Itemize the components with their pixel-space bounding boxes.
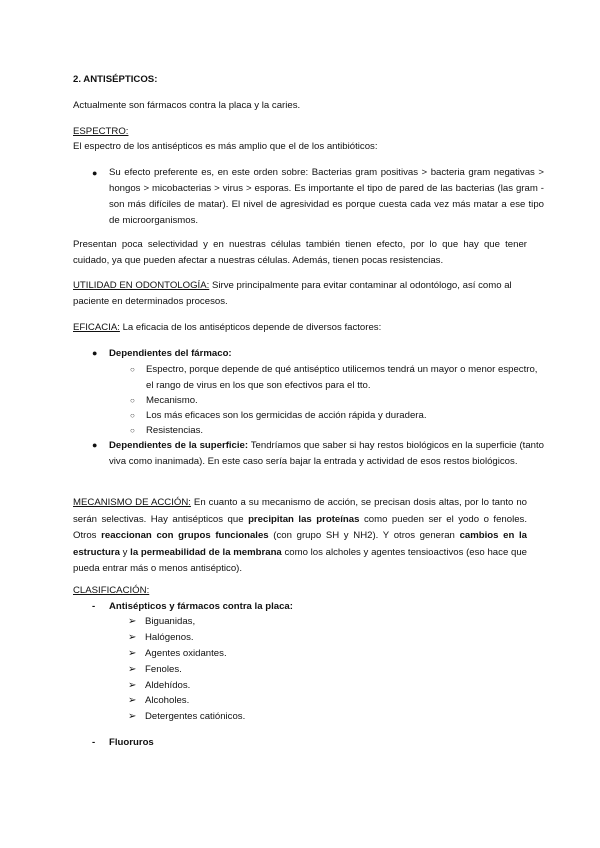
arrow-marker: ➢ [128,648,137,659]
arrow-marker: ➢ [128,616,137,627]
list-item [128,630,445,646]
mechanism-label: MECANISMO DE ACCIÓN: [73,497,191,508]
utility-text: Sirve principalmente para evitar contaminar al odontólogo, así como al paciente en determinados procesos. [73,280,512,307]
spectrum-followup: Presentan poca selectividad y en nuestras células también tienen efecto, por lo que hay que tener cuidado, ya que pueden afectar a nuestras células. Además, tienen pocas resistencias. [73,239,527,266]
spectrum-bullet-text: Su efecto preferente es, en este orden sobre: Bacterias gram positivas > bacteria gram negativas > hongos > micobacterias > virus > esporas. Es importante el tipo de pared de las bacterias (las gram - son más difíciles de matar). El nivel de agresividad es porque cuesta cada vez más matar a ese tipo de microorganismos. [109,167,544,226]
efficacy-paragraph [73,320,527,336]
utility-label: UTILIDAD EN ODONTOLOGÍA: [73,280,210,291]
efficacy-text: La eficacia de los antisépticos depende de diversos factores: [119,322,382,333]
mechanism-text: En cuanto a su mecanismo de acción, se precisan dosis altas, por lo tanto no serán selectivas. Hay antisépticos que [73,497,528,525]
surface-text: Tendríamos que saber si hay restos biológicos en la superficie (tanto viva como inanimada). En este caso sería bajar la entrada y actividad de esos restos biológicos. [109,440,544,467]
bullet-marker: ● [92,440,98,450]
mechanism-bold: cambios en la estructura [73,530,528,558]
section-heading: 2. ANTISÉPTICOS: [73,74,158,85]
mechanism-text: como los alcholes y agentes tensioactivos (eso hace que pueda entrar más o menos antiséptico). [73,546,527,574]
dash-marker: - [92,737,96,748]
group-title: Antisépticos y fármacos contra la placa: [109,601,293,612]
arrow-marker: ➢ [128,680,137,691]
mechanism-text: y [119,546,131,558]
bullet-marker: ● [92,168,98,178]
group-title: Fluoruros [109,737,154,748]
mechanism-bold: la permeabilidad de la membrana [130,546,282,558]
mechanism-paragraph [73,495,527,578]
efficacy-surface [92,438,544,469]
circle-marker: ○ [130,396,135,405]
list-item-text: Mecanismo. [146,395,198,406]
efficacy-drug-title [92,346,544,362]
list-item [128,678,445,694]
list-item-text: Aldehídos. [145,680,191,691]
arrow-marker: ➢ [128,695,137,706]
list-item [130,408,543,424]
circle-marker: ○ [130,365,135,374]
list-item-text: Resistencias. [146,425,204,436]
spectrum-label: ESPECTRO: [73,126,129,137]
classification-group [92,735,529,751]
spectrum-bullet [92,165,544,229]
circle-marker: ○ [130,411,135,420]
list-item-text: Fenoles. [145,664,182,675]
arrow-marker: ➢ [128,664,137,675]
dash-marker: - [92,601,96,612]
circle-marker: ○ [130,426,135,435]
list-item [128,614,445,630]
utility-paragraph [73,278,527,310]
list-item [130,393,543,409]
mechanism-bold: precipitan las proteínas [248,513,360,525]
mechanism-bold: reaccionan con grupos funcionales [101,530,269,541]
efficacy-label: EFICACIA: [73,322,120,333]
classification-group [92,599,529,615]
intro-text: Actualmente son fármacos contra la placa y la caries. [73,100,301,111]
list-item-text: Agentes oxidantes. [145,648,227,659]
list-item [130,362,543,393]
list-item [130,423,543,439]
list-item [128,709,445,725]
list-item-text: Los más eficaces son los germicidas de acción rápida y duradera. [146,410,427,421]
list-item-text: Halógenos. [145,632,194,643]
mechanism-text: como pueden ser el yodo o fenoles. Otros [73,513,528,541]
classification-label: CLASIFICACIÓN: [73,585,150,596]
list-item [128,646,445,662]
drug-title-text: Dependientes del fármaco: [109,348,232,359]
list-item-text: Alcoholes. [145,695,190,706]
bullet-marker: ● [92,348,98,358]
mechanism-text: (con grupo SH y NH2). Y otros generan [268,530,460,541]
list-item-text: Biguanidas, [145,616,196,627]
arrow-marker: ➢ [128,632,137,643]
list-item [128,693,445,709]
list-item-text: Detergentes catiónicos. [145,711,246,722]
surface-title: Dependientes de la superficie: [109,440,249,451]
spectrum-text: El espectro de los antisépticos es más amplio que el de los antibióticos: [73,141,378,152]
arrow-marker: ➢ [128,711,137,722]
list-item-text: Espectro, porque depende de qué antiséptico utilicemos tendrá un mayor o menor espectro, el rango de virus en los que son efectivos para el tto. [146,364,538,391]
list-item [128,662,445,678]
